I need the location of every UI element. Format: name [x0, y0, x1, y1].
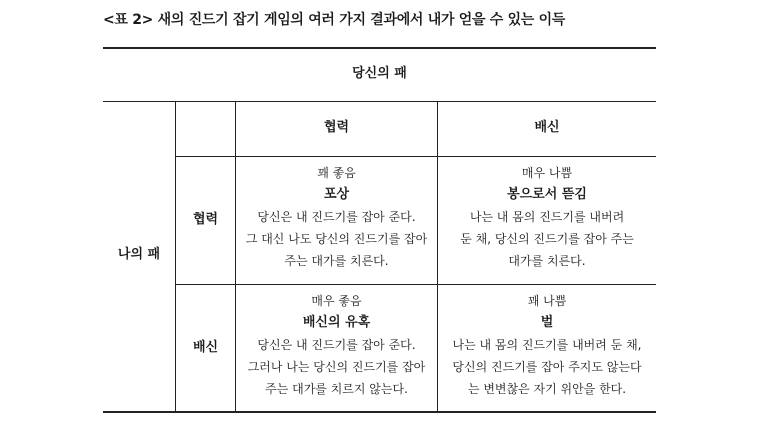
payoff-desc-line: 나는 내 몸의 진드기를 내버려 [469, 210, 625, 224]
payoff-rating: 매우 나쁨 [521, 166, 573, 180]
table-caption: <표 2> 새의 진드기 잡기 게임의 여러 가지 결과에서 내가 얻을 수 있는 이득 [103, 12, 566, 28]
payoff-desc-line: 그 대신 나도 당신의 진드기를 잡아 [245, 232, 428, 246]
rowgroup-divider-rule [175, 101, 176, 412]
payoff-desc-line: 는 변변찮은 자기 위안을 한다. [467, 382, 627, 396]
payoff-name: 벌 [540, 315, 554, 330]
header-divider-rule [103, 101, 656, 102]
colheader-divider-rule [175, 156, 656, 157]
payoff-desc-line: 그러나 나는 당신의 진드기를 잡아 [247, 360, 426, 374]
payoff-desc-line: 나는 내 몸의 진드기를 내버려 둔 채, [452, 338, 642, 352]
payoff-cell-sucker [438, 162, 656, 272]
payoff-name: 봉으로서 뜯김 [507, 187, 587, 202]
row-group-header: 나의 패 [117, 247, 161, 262]
payoff-desc-line: 당신의 진드기를 잡아 주지도 않는다 [452, 360, 642, 374]
payoff-rating: 매우 좋음 [311, 294, 362, 308]
row-header-defect: 배신 [192, 340, 219, 355]
payoff-cell-temptation [236, 290, 437, 400]
payoff-desc-line: 당신은 내 진드기를 잡아 준다. [257, 210, 416, 224]
payoff-name: 배신의 유혹 [302, 315, 371, 330]
payoff-desc-line: 주는 대가를 치른다. [284, 254, 389, 268]
payoff-name: 포상 [323, 187, 350, 202]
row-divider-rule [175, 284, 656, 285]
payoff-desc-line: 주는 대가를 치르지 않는다. [265, 382, 408, 396]
payoff-desc-line: 둔 채, 당신의 진드기를 잡아 주는 [460, 232, 634, 246]
col-header-cooperate: 협력 [323, 120, 350, 135]
col-header-defect: 배신 [534, 120, 560, 135]
col-group-header: 당신의 패 [352, 66, 407, 81]
row-header-cooperate: 협력 [192, 212, 219, 227]
table-top-rule [103, 47, 656, 49]
payoff-cell-punishment [438, 290, 656, 400]
table-bottom-rule [103, 411, 656, 413]
payoff-desc-line: 대가를 치른다. [508, 254, 586, 268]
payoff-cell-reward [236, 162, 437, 272]
payoff-rating: 꽤 나쁨 [527, 294, 567, 308]
payoff-desc-line: 당신은 내 진드기를 잡아 준다. [257, 338, 416, 352]
payoff-rating: 꽤 좋음 [317, 166, 356, 180]
